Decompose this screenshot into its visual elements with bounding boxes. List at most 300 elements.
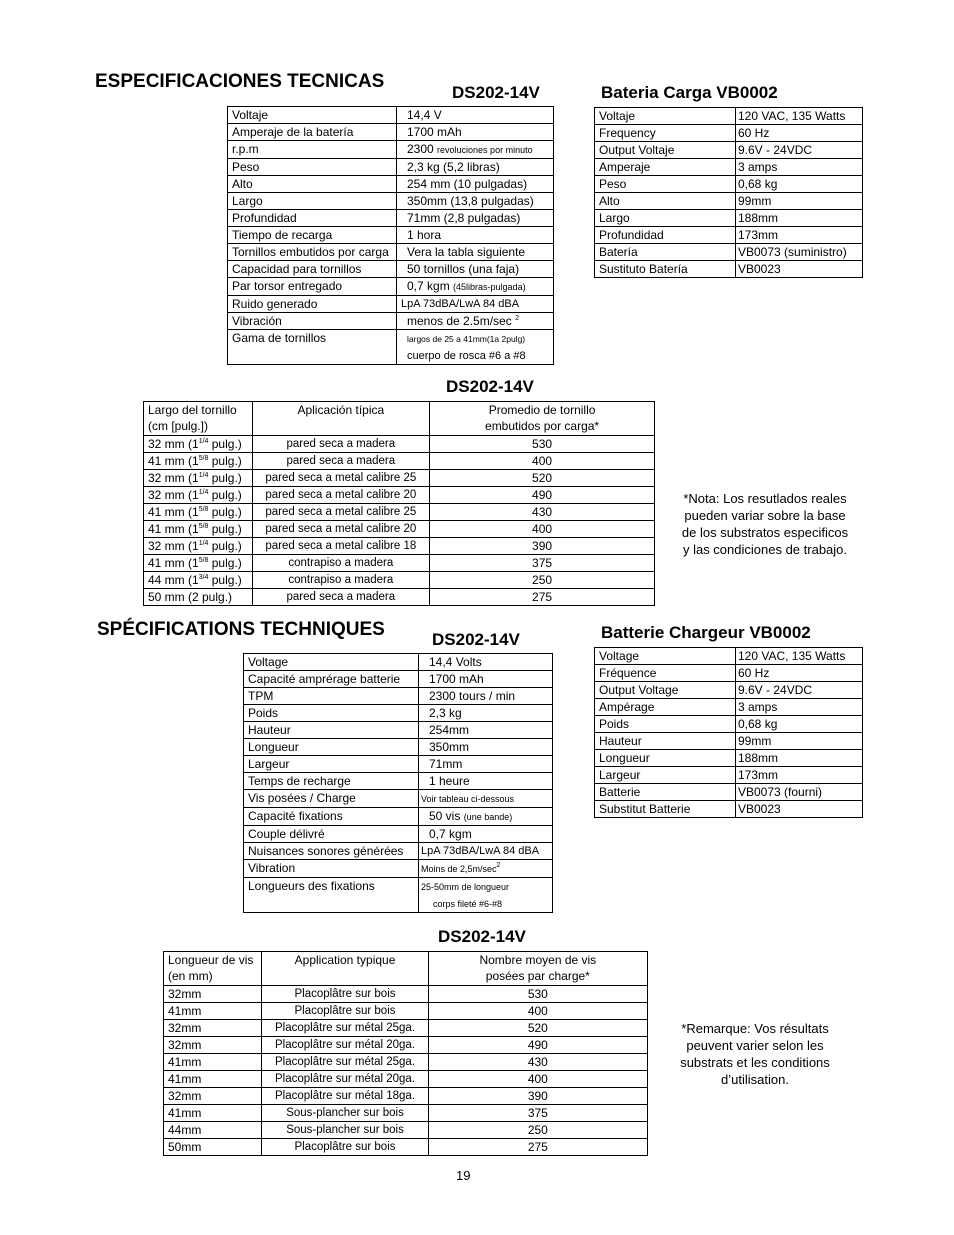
screw-count-cell: 400 — [428, 1003, 647, 1020]
screw-length-fraction: 5/8 — [198, 523, 209, 530]
table-row — [144, 572, 655, 589]
table-row — [164, 1071, 648, 1088]
spec-value — [419, 826, 553, 843]
spec-value-text: 0,68 kg — [738, 177, 778, 191]
spec-value-text: VB0023 — [738, 262, 781, 276]
spec-label: Largo — [228, 193, 397, 210]
screw-length: 32 mm (1 — [148, 488, 199, 502]
screw-length: 41mm — [168, 1106, 202, 1120]
spec-row — [244, 722, 553, 739]
spec-value — [419, 773, 553, 790]
spanish-spec-table — [227, 106, 554, 365]
spec-label: Poids — [244, 705, 419, 722]
screw-length: 41mm — [168, 1055, 202, 1069]
spec-row — [228, 261, 554, 278]
spec-row — [595, 801, 863, 818]
screw-length-unit: pulg.) — [208, 437, 242, 451]
screw-length: 50mm — [168, 1140, 202, 1154]
screw-length-unit: pulg.) — [208, 488, 242, 502]
spec-value-text: 188mm — [738, 751, 779, 765]
spanish-section-title: ESPECIFICACIONES TECNICAS — [95, 71, 385, 92]
note-line: *Remarque: Vos résultats — [681, 1021, 829, 1036]
spec-value-text: 1700 mAh — [407, 125, 462, 139]
spec-label: Capacidad para tornillos — [228, 261, 397, 278]
screw-length: 32 mm (1 — [148, 471, 199, 485]
spec-label: Hauteur — [595, 733, 736, 750]
spec-row — [228, 210, 554, 227]
spec-label: Largeur — [595, 767, 736, 784]
spec-row — [595, 244, 863, 261]
spec-label: Vis posées / Charge — [244, 790, 419, 808]
spec-row — [244, 878, 553, 913]
screw-count-cell: 275 — [430, 589, 655, 606]
table-row — [164, 1020, 648, 1037]
screw-length-unit: pulg.) — [208, 454, 242, 468]
spec-row — [244, 705, 553, 722]
screw-length-fraction: 5/8 — [198, 506, 209, 513]
note-line: peuvent varier selon les — [686, 1038, 824, 1053]
spec-label: Amperaje de la batería — [228, 124, 397, 141]
application-cell: Placoplâtre sur métal 25ga. — [262, 1054, 428, 1071]
screw-length: 44 mm (1 — [148, 573, 199, 587]
screw-length: 41 mm (1 — [148, 454, 199, 468]
spec-row — [595, 159, 863, 176]
table-row — [144, 487, 655, 504]
french-charger-table — [594, 647, 863, 818]
spec-value — [419, 808, 553, 826]
spec-value-text: 99mm — [738, 734, 772, 748]
spec-value-text: 71mm (2,8 pulgadas) — [407, 211, 521, 225]
spec-value — [419, 878, 553, 913]
french-screw-table — [163, 951, 648, 1156]
spec-row — [595, 648, 863, 665]
screw-count-cell: 490 — [430, 487, 655, 504]
spec-value — [736, 784, 863, 801]
spec-value — [736, 767, 863, 784]
spec-row — [595, 108, 863, 125]
spec-label: Tornillos embutidos por carga — [228, 244, 397, 261]
screw-length-unit: pulg.) — [208, 573, 242, 587]
spec-row — [228, 227, 554, 244]
screw-count-cell: 430 — [428, 1054, 647, 1071]
spec-value-text: VB0023 — [738, 802, 781, 816]
table-row — [164, 1054, 648, 1071]
screw-count-cell: 490 — [428, 1037, 647, 1054]
application-cell: Placoplâtre sur bois — [262, 986, 428, 1003]
spec-value — [397, 227, 554, 244]
screw-length-fraction: 1/4 — [198, 438, 209, 445]
screw-length-cell — [164, 1071, 262, 1088]
spec-value — [736, 665, 863, 682]
screw-length: 41mm — [168, 1072, 202, 1086]
table-header-cell: Longueur de vis (en mm) — [164, 952, 262, 986]
application-cell: pared seca a metal calibre 25 — [252, 470, 430, 487]
application-cell: pared seca a metal calibre 25 — [252, 504, 430, 521]
spec-label: Vibration — [244, 860, 419, 878]
spec-value — [419, 671, 553, 688]
spec-label: Longueur — [595, 750, 736, 767]
spec-value-text: LpA 73dBA/LwA 84 dBA — [421, 845, 540, 857]
spec-label: Substitut Batterie — [595, 801, 736, 818]
spec-value-text: 3 amps — [738, 700, 778, 714]
spec-value-text: 99mm — [738, 194, 772, 208]
spec-value-text: 120 VAC, 135 Watts — [738, 109, 846, 123]
spec-row — [244, 756, 553, 773]
screw-length-cell — [164, 1003, 262, 1020]
table-header-cell: Application typique — [262, 952, 428, 986]
table-header-cell: Promedio de tornillo embutidos por carga* — [430, 402, 655, 436]
spec-label: Couple délivré — [244, 826, 419, 843]
screw-length-cell — [164, 1105, 262, 1122]
spec-value-text: 350mm (13,8 pulgadas) — [407, 194, 534, 208]
screw-length: 50 mm (2 pulg.) — [148, 590, 233, 604]
french-note — [655, 1020, 855, 1088]
spec-label: Poids — [595, 716, 736, 733]
spec-value-text: 2,3 kg (5,2 libras) — [407, 160, 500, 174]
spec-row — [595, 682, 863, 699]
application-cell: Placoplâtre sur bois — [262, 1139, 428, 1156]
table-row — [144, 436, 655, 453]
spec-value-text: 254 mm (10 pulgadas) — [407, 177, 528, 191]
screw-count-cell: 275 — [428, 1139, 647, 1156]
spec-value-text: 50 vis — [429, 809, 464, 823]
spanish-note — [665, 490, 865, 558]
screw-count-cell: 530 — [428, 986, 647, 1003]
table-row — [144, 555, 655, 572]
spec-label: Ruido generado — [228, 296, 397, 313]
table-row — [144, 470, 655, 487]
french-section-title: SPÉCIFICATIONS TECHNIQUES — [97, 619, 385, 640]
spec-label: Vibración — [228, 313, 397, 330]
spec-label: Peso — [228, 159, 397, 176]
spec-value — [736, 750, 863, 767]
spec-value-text: Vera la tabla siguiente — [407, 245, 526, 259]
note-line: y las condiciones de trabajo. — [682, 542, 848, 557]
spec-value — [419, 860, 553, 878]
rpm-unit: revoluciones por minuto — [437, 145, 533, 155]
spec-value-text: VB0073 (suministro) — [738, 245, 847, 259]
table-row — [144, 453, 655, 470]
note-line: de los substratos especificos — [681, 525, 849, 540]
spec-label: Peso — [595, 176, 736, 193]
spec-value-text: 1 hora — [407, 228, 442, 242]
screw-length-cell — [144, 555, 253, 572]
screw-length-cell — [164, 986, 262, 1003]
spec-value — [419, 739, 553, 756]
spec-value-text: 173mm — [738, 228, 779, 242]
spec-value — [397, 193, 554, 210]
spec-value-text: 0,68 kg — [738, 717, 778, 731]
spec-label: r.p.m — [228, 141, 397, 159]
french-charger-heading: Batterie Chargeur VB0002 — [601, 623, 811, 642]
spec-row — [244, 739, 553, 756]
spec-label: Temps de recharge — [244, 773, 419, 790]
spec-label: Batería — [595, 244, 736, 261]
table-row — [144, 504, 655, 521]
screw-length: 32 mm (1 — [148, 437, 199, 451]
screw-length-cell — [144, 589, 253, 606]
spec-row — [595, 142, 863, 159]
screw-range-line2: cuerpo de rosca #6 a #8 — [407, 350, 526, 362]
application-cell: Placoplâtre sur métal 20ga. — [262, 1071, 428, 1088]
spec-value-text: 60 Hz — [738, 666, 770, 680]
french-spec-table — [243, 653, 553, 913]
spec-value — [397, 330, 554, 365]
spec-row — [228, 296, 554, 313]
spec-value — [397, 107, 554, 124]
spec-value — [419, 722, 553, 739]
spec-value — [736, 176, 863, 193]
screw-count-cell: 430 — [430, 504, 655, 521]
spec-row — [228, 176, 554, 193]
spec-row — [228, 313, 554, 330]
spec-row — [595, 176, 863, 193]
spec-row — [595, 733, 863, 750]
spec-label: Alto — [595, 193, 736, 210]
vibration-exponent: 2 — [515, 315, 519, 322]
spec-value — [397, 124, 554, 141]
spec-value — [419, 843, 553, 860]
spec-value — [736, 801, 863, 818]
spanish-charger-table — [594, 107, 863, 278]
spec-label: Tiempo de recarga — [228, 227, 397, 244]
spec-label: Fréquence — [595, 665, 736, 682]
spec-value-text: 60 Hz — [738, 126, 770, 140]
spec-row — [595, 767, 863, 784]
table-header-cell: Largo del tornillo (cm [pulg.]) — [144, 402, 253, 436]
spec-value — [397, 176, 554, 193]
spec-value — [397, 141, 554, 159]
spec-value-text: 25-50mm de longueur — [421, 882, 510, 892]
screw-length-cell — [144, 504, 253, 521]
spec-value — [736, 244, 863, 261]
note-line: *Nota: Los resutlados reales — [683, 491, 847, 506]
spec-label: Voltaje — [228, 107, 397, 124]
vibration-exponent: 2 — [496, 862, 501, 869]
screw-length-cell — [164, 1122, 262, 1139]
screw-length-cell — [164, 1037, 262, 1054]
spanish-model-heading: DS202-14V — [452, 83, 540, 102]
spec-label: Longueur — [244, 739, 419, 756]
screw-length-cell — [164, 1054, 262, 1071]
application-cell: pared seca a madera — [252, 589, 430, 606]
spec-value-text: 14,4 Volts — [429, 655, 482, 669]
application-cell: pared seca a madera — [252, 453, 430, 470]
spec-value — [419, 756, 553, 773]
screw-length: 32mm — [168, 1089, 202, 1103]
spec-value — [397, 159, 554, 176]
spec-row — [228, 124, 554, 141]
screw-length-cell — [164, 1020, 262, 1037]
spec-label: Profundidad — [595, 227, 736, 244]
spec-label: Hauteur — [244, 722, 419, 739]
application-cell: Placoplâtre sur bois — [262, 1003, 428, 1020]
spec-value-text: VB0073 (fourni) — [738, 785, 823, 799]
spec-label: Voltage — [595, 648, 736, 665]
screw-length-cell — [144, 436, 253, 453]
spec-value — [419, 790, 553, 808]
application-cell: Sous-plancher sur bois — [262, 1122, 428, 1139]
application-cell: pared seca a madera — [252, 436, 430, 453]
table-row — [164, 1088, 648, 1105]
french-table-model-heading: DS202-14V — [438, 927, 526, 946]
spec-row — [228, 278, 554, 296]
spec-value-text: 1 heure — [429, 774, 470, 788]
spec-value — [397, 261, 554, 278]
screw-count-cell: 520 — [428, 1020, 647, 1037]
screw-length-unit: pulg.) — [208, 522, 242, 536]
spanish-table-model-heading: DS202-14V — [446, 377, 534, 396]
screw-length: 41 mm (1 — [148, 556, 199, 570]
screw-count-cell: 390 — [428, 1088, 647, 1105]
spec-row — [228, 244, 554, 261]
screw-length-cell — [164, 1139, 262, 1156]
spec-value-text: 2300 — [407, 142, 438, 156]
spec-value-text: 14,4 V — [407, 108, 442, 122]
spec-value-text: 254mm — [429, 723, 470, 737]
spec-label: TPM — [244, 688, 419, 705]
table-row — [164, 1122, 648, 1139]
table-row — [164, 1105, 648, 1122]
spec-value — [419, 654, 553, 671]
spec-label: Frequency — [595, 125, 736, 142]
spec-label: Capacité fixations — [244, 808, 419, 826]
spec-value-text: 50 tornillos (una faja) — [407, 262, 520, 276]
screw-length-fraction: 5/8 — [198, 557, 209, 564]
fixation-unit: (une bande) — [463, 812, 513, 822]
screw-length: 44mm — [168, 1123, 202, 1137]
spec-value — [736, 261, 863, 278]
spec-row — [244, 688, 553, 705]
spec-row — [595, 210, 863, 227]
screw-length-cell — [144, 470, 253, 487]
spec-value-text: LpA 73dBA/LwA 84 dBA — [401, 298, 520, 310]
note-line: substrats et les conditions — [680, 1055, 830, 1070]
spec-value — [736, 193, 863, 210]
spec-label: Ampérage — [595, 699, 736, 716]
spec-value — [736, 108, 863, 125]
application-cell: Placoplâtre sur métal 25ga. — [262, 1020, 428, 1037]
spec-value — [736, 142, 863, 159]
spec-row — [228, 159, 554, 176]
application-cell: contrapiso a madera — [252, 555, 430, 572]
screw-length: 41mm — [168, 1004, 202, 1018]
spec-label: Output Voltage — [595, 682, 736, 699]
spec-label: Largeur — [244, 756, 419, 773]
spec-value — [397, 278, 554, 296]
spec-row — [595, 125, 863, 142]
spec-value-text: 350mm — [429, 740, 470, 754]
screw-length-cell — [144, 453, 253, 470]
spec-row — [244, 773, 553, 790]
spec-row — [595, 261, 863, 278]
spec-value-text: 9.6V - 24VDC — [738, 683, 813, 697]
spanish-charger-heading: Bateria Carga VB0002 — [601, 83, 778, 102]
spec-label: Amperaje — [595, 159, 736, 176]
screw-length: 32mm — [168, 987, 202, 1001]
spec-value — [397, 244, 554, 261]
spec-value-text: 173mm — [738, 768, 779, 782]
application-cell: pared seca a metal calibre 20 — [252, 521, 430, 538]
spec-row — [228, 193, 554, 210]
table-row — [164, 986, 648, 1003]
torque-unit: (45libras-pulgada) — [453, 282, 526, 292]
spec-row — [595, 784, 863, 801]
screw-count-cell: 400 — [430, 453, 655, 470]
screw-length-fraction: 5/8 — [198, 455, 209, 462]
spec-value-text: 71mm — [429, 757, 463, 771]
screw-count-cell: 375 — [428, 1105, 647, 1122]
spec-value-text: 1700 mAh — [429, 672, 484, 686]
spec-value-text: Voir tableau ci-dessous — [421, 794, 515, 804]
table-header-row — [144, 402, 655, 436]
spec-value-text: 0,7 kgm — [429, 827, 472, 841]
table-header-cell: Nombre moyen de vis posées par charge* — [428, 952, 647, 986]
fixation-length-line2: corps fileté #6-#8 — [433, 899, 503, 909]
screw-length: 41 mm (1 — [148, 505, 199, 519]
spec-value — [736, 159, 863, 176]
spec-row — [244, 826, 553, 843]
spec-label: Profundidad — [228, 210, 397, 227]
spec-row — [595, 193, 863, 210]
spec-value-text: 120 VAC, 135 Watts — [738, 649, 846, 663]
screw-count-cell: 520 — [430, 470, 655, 487]
spec-row — [595, 227, 863, 244]
application-cell: Sous-plancher sur bois — [262, 1105, 428, 1122]
spec-label: Voltaje — [595, 108, 736, 125]
screw-length: 32mm — [168, 1021, 202, 1035]
table-header-cell: Aplicación típica — [252, 402, 430, 436]
application-cell: pared seca a metal calibre 20 — [252, 487, 430, 504]
spec-label: Sustituto Batería — [595, 261, 736, 278]
spec-row — [244, 808, 553, 826]
screw-length-cell — [144, 572, 253, 589]
note-line: pueden variar sobre la base — [684, 508, 846, 523]
spec-value — [419, 705, 553, 722]
screw-count-cell: 400 — [428, 1071, 647, 1088]
spec-value-text: 2,3 kg — [429, 706, 462, 720]
screw-length-fraction: 1/4 — [198, 540, 209, 547]
screw-count-cell: 250 — [428, 1122, 647, 1139]
spec-value — [397, 296, 554, 313]
screw-length-unit: pulg.) — [208, 556, 242, 570]
spec-value-text: menos de 2.5m/sec — [407, 314, 516, 328]
screw-length: 41 mm (1 — [148, 522, 199, 536]
application-cell: pared seca a metal calibre 18 — [252, 538, 430, 555]
spec-value — [419, 688, 553, 705]
table-row — [164, 1003, 648, 1020]
spec-label: Batterie — [595, 784, 736, 801]
spec-value-text: 0,7 kgm — [407, 279, 454, 293]
spec-row — [244, 671, 553, 688]
spec-row — [595, 716, 863, 733]
page-number: 19 — [456, 1168, 471, 1183]
spec-label: Alto — [228, 176, 397, 193]
screw-length-fraction: 1/4 — [198, 472, 209, 479]
table-row — [144, 521, 655, 538]
spec-label: Par torsor entregado — [228, 278, 397, 296]
note-line: d’utilisation. — [721, 1072, 789, 1087]
spec-label: Nuisances sonores générées — [244, 843, 419, 860]
screw-length-unit: pulg.) — [208, 505, 242, 519]
spec-row — [595, 665, 863, 682]
spec-value-text: largos de 25 a 41mm(1a 2pulg) — [407, 334, 526, 344]
spec-value — [736, 716, 863, 733]
table-row — [164, 1139, 648, 1156]
spec-label: Output Voltaje — [595, 142, 736, 159]
spec-row — [244, 790, 553, 808]
screw-count-cell: 400 — [430, 521, 655, 538]
